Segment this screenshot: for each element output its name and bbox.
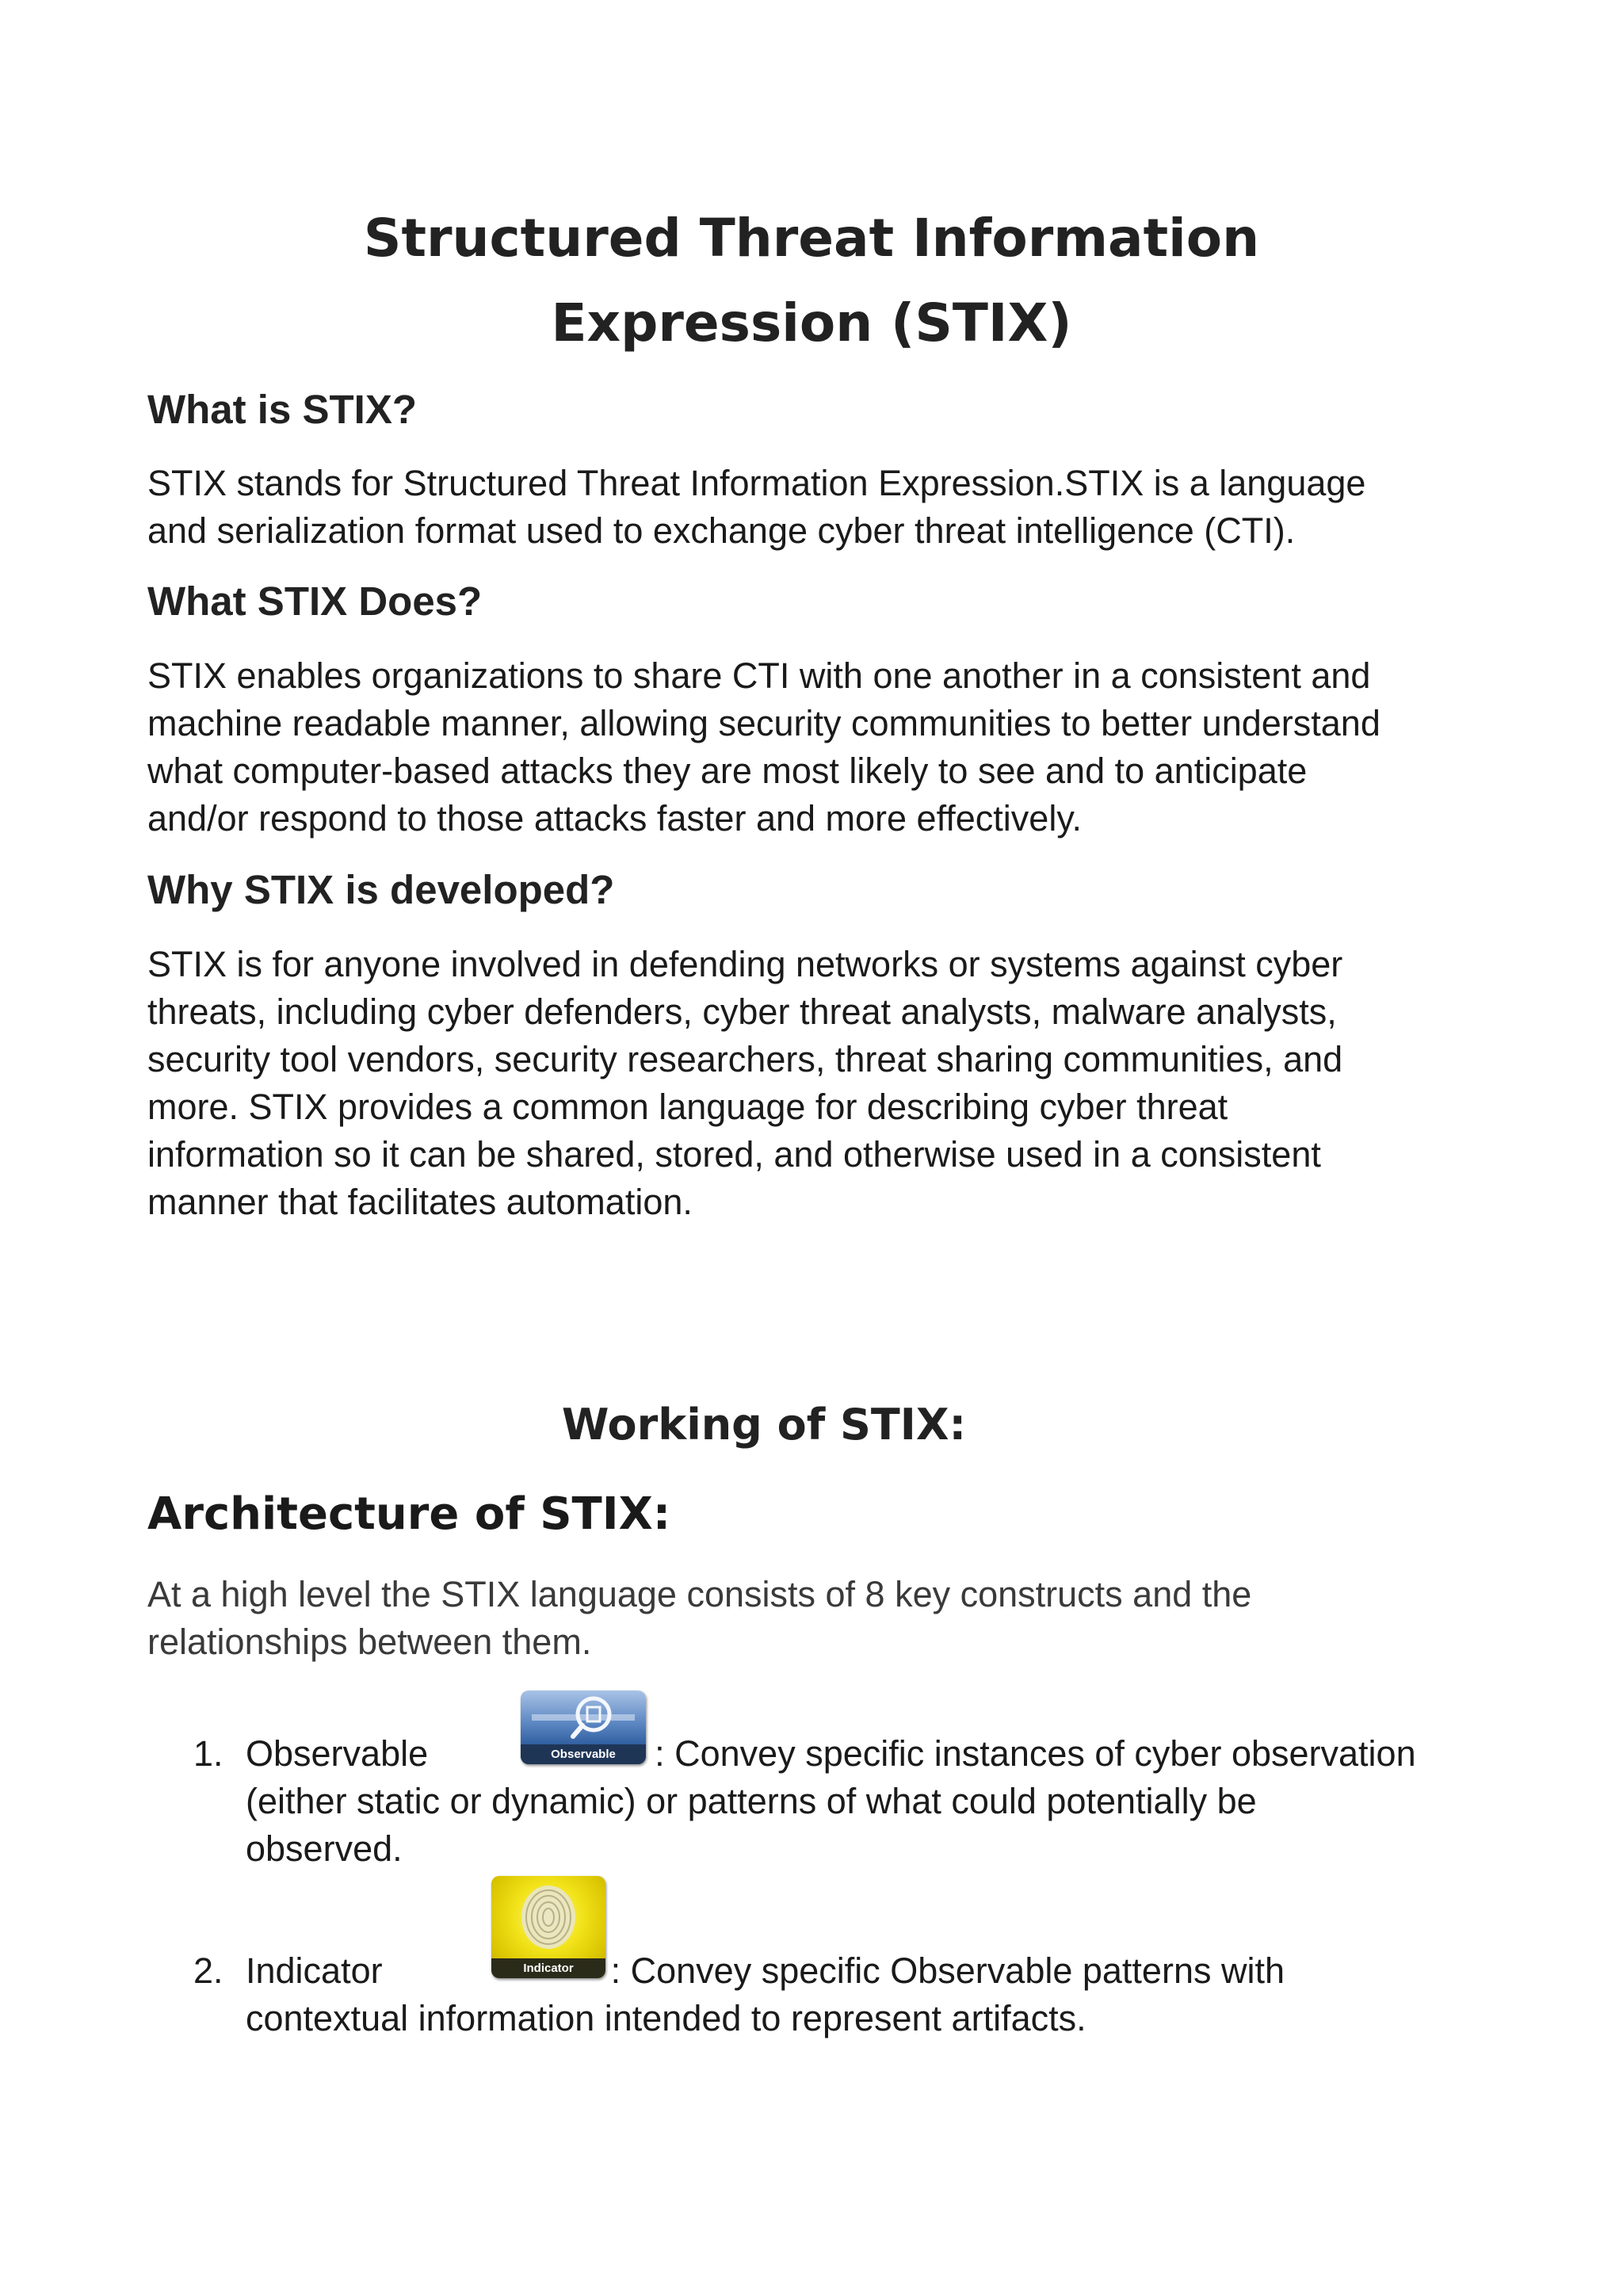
- list-item-body: [246, 1947, 1285, 2042]
- paragraph-line: STIX enables organizations to share CTI with one another in a consistent and: [147, 655, 1371, 696]
- paragraph-why-stix-developed: [147, 941, 1510, 1226]
- list-item-line: observed.: [246, 1828, 403, 1869]
- paragraph-line: manner that facilitates automation.: [147, 1182, 693, 1222]
- paragraph-line: At a high level the STIX language consists of 8 key constructs and the: [147, 1574, 1252, 1614]
- paragraph-architecture-intro: [147, 1571, 1510, 1666]
- indicator-icon: [491, 1876, 605, 1978]
- paragraph-line: STIX is for anyone involved in defending networks or systems against cyber: [147, 944, 1343, 984]
- document-title-line-2: Expression (STIX): [551, 292, 1072, 353]
- heading-working-of-stix: Working of STIX:: [561, 1400, 967, 1450]
- list-item-description: : Convey specific Observable patterns with: [610, 1950, 1285, 1991]
- paragraph-line: and/or respond to those attacks faster and more effectively.: [147, 798, 1082, 839]
- list-item-number: 1.: [193, 1733, 223, 1774]
- paragraph-what-is-stix: [147, 460, 1510, 555]
- list-item-number: 2.: [193, 1950, 223, 1991]
- list-item-first-line: [246, 1730, 1416, 1778]
- paragraph-what-stix-does: [147, 652, 1510, 842]
- document-title-line-1: Structured Threat Information: [363, 208, 1260, 269]
- observable-icon: [521, 1690, 646, 1764]
- list-item-line: (either static or dynamic) or patterns of what could potentially be: [246, 1781, 1257, 1821]
- paragraph-line: and serialization format used to exchange cyber threat intelligence (CTI).: [147, 510, 1296, 551]
- list-item-body: [246, 1730, 1416, 1873]
- paragraph-line: STIX stands for Structured Threat Information Expression.STIX is a language: [147, 463, 1366, 503]
- indicator-icon-label: Indicator: [523, 1962, 574, 1975]
- paragraph-line: threats, including cyber defenders, cyber threat analysts, malware analysts,: [147, 991, 1337, 1032]
- heading-why-stix-developed: Why STIX is developed?: [147, 867, 615, 912]
- observable-icon-label: Observable: [551, 1748, 616, 1761]
- list-item-line: contextual information intended to represent artifacts.: [246, 1998, 1086, 2038]
- heading-what-stix-does: What STIX Does?: [147, 579, 483, 624]
- list-item-first-line: [246, 1947, 1285, 1995]
- heading-architecture-of-stix: Architecture of STIX:: [147, 1488, 671, 1540]
- list-item-name: Indicator: [246, 1950, 383, 1991]
- paragraph-line: what computer-based attacks they are most likely to see and to anticipate: [147, 751, 1308, 791]
- paragraph-line: relationships between them.: [147, 1622, 592, 1662]
- paragraph-line: information so it can be shared, stored, and otherwise used in a consistent: [147, 1134, 1321, 1175]
- paragraph-line: security tool vendors, security researchers, threat sharing communities, and: [147, 1039, 1343, 1079]
- paragraph-line: machine readable manner, allowing security communities to better understand: [147, 703, 1381, 743]
- list-item-name: Observable: [246, 1733, 429, 1774]
- heading-what-is-stix: What is STIX?: [147, 387, 418, 432]
- list-item-description: : Convey specific instances of cyber observation: [655, 1733, 1416, 1774]
- paragraph-line: more. STIX provides a common language for describing cyber threat: [147, 1087, 1228, 1127]
